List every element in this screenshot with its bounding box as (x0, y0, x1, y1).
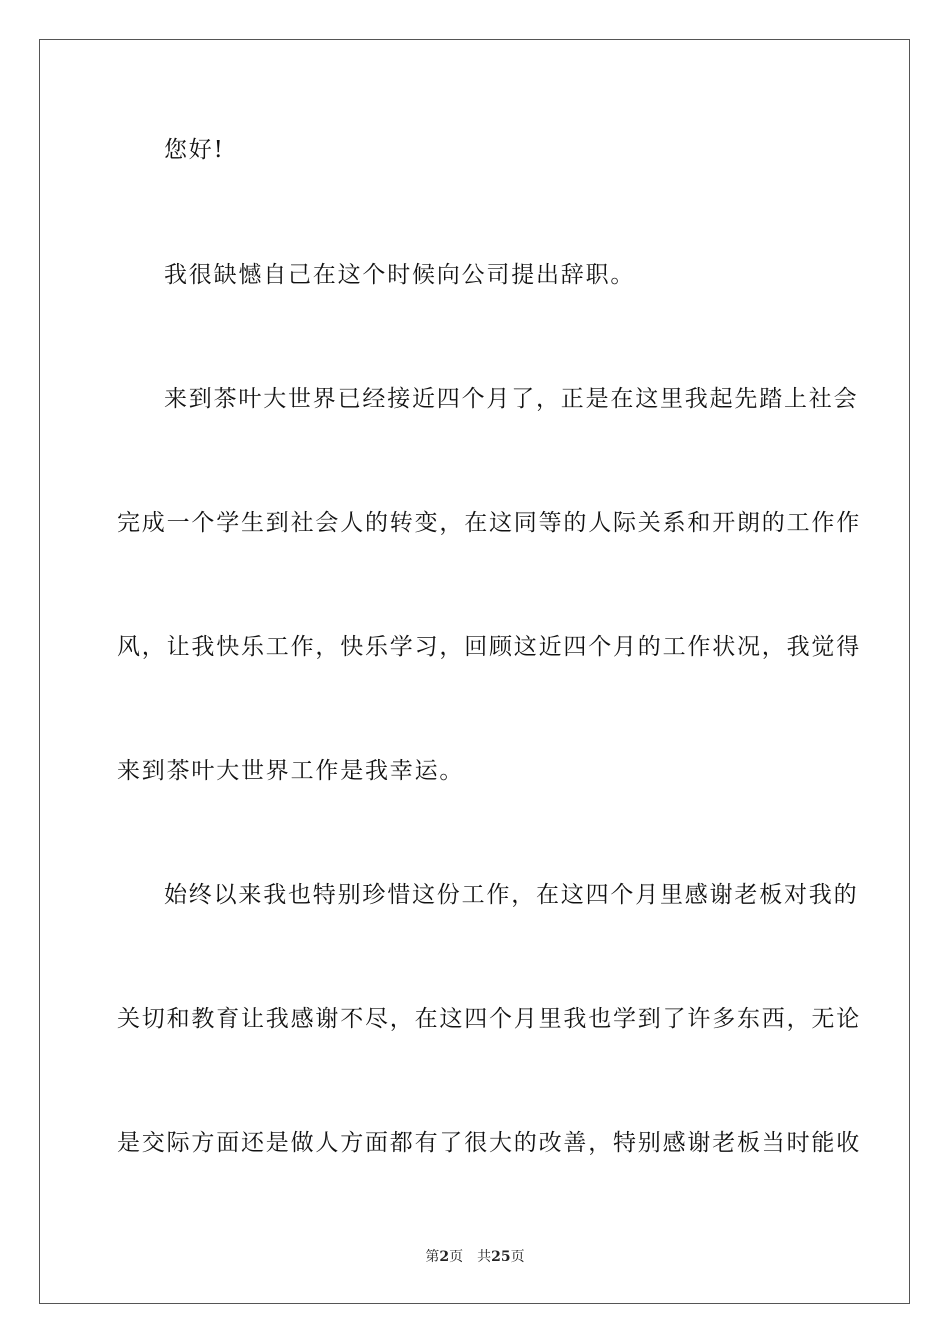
page-suffix: 页 (449, 1249, 464, 1265)
paragraph-line: 是交际方面还是做人方面都有了很大的改善，特别感谢老板当时能收 (117, 1130, 861, 1156)
total-prefix: 共 (477, 1249, 492, 1265)
paragraph-line: 风，让我快乐工作，快乐学习，回顾这近四个月的工作状况，我觉得 (117, 634, 861, 660)
greeting-line: 您好! (164, 137, 225, 163)
paragraph-line: 来到茶叶大世界已经接近四个月了，正是在这里我起先踏上社会 (164, 386, 859, 412)
paragraph-line: 完成一个学生到社会人的转变，在这同等的人际关系和开朗的工作作 (117, 510, 861, 536)
paragraph-line: 来到茶叶大世界工作是我幸运。 (117, 758, 465, 784)
paragraph-line: 关切和教育让我感谢不尽，在这四个月里我也学到了许多东西，无论 (117, 1006, 861, 1032)
page-prefix: 第 (425, 1249, 440, 1265)
page-current: 2 (439, 1249, 450, 1265)
page-footer (0, 1246, 950, 1266)
paragraph-line: 始终以来我也特别珍惜这份工作，在这四个月里感谢老板对我的 (164, 882, 859, 908)
paragraph-line: 我很缺憾自己在这个时候向公司提出辞职。 (164, 262, 636, 288)
total-suffix: 页 (510, 1249, 525, 1265)
page-total: 25 (491, 1249, 511, 1265)
page-frame (39, 39, 910, 1304)
